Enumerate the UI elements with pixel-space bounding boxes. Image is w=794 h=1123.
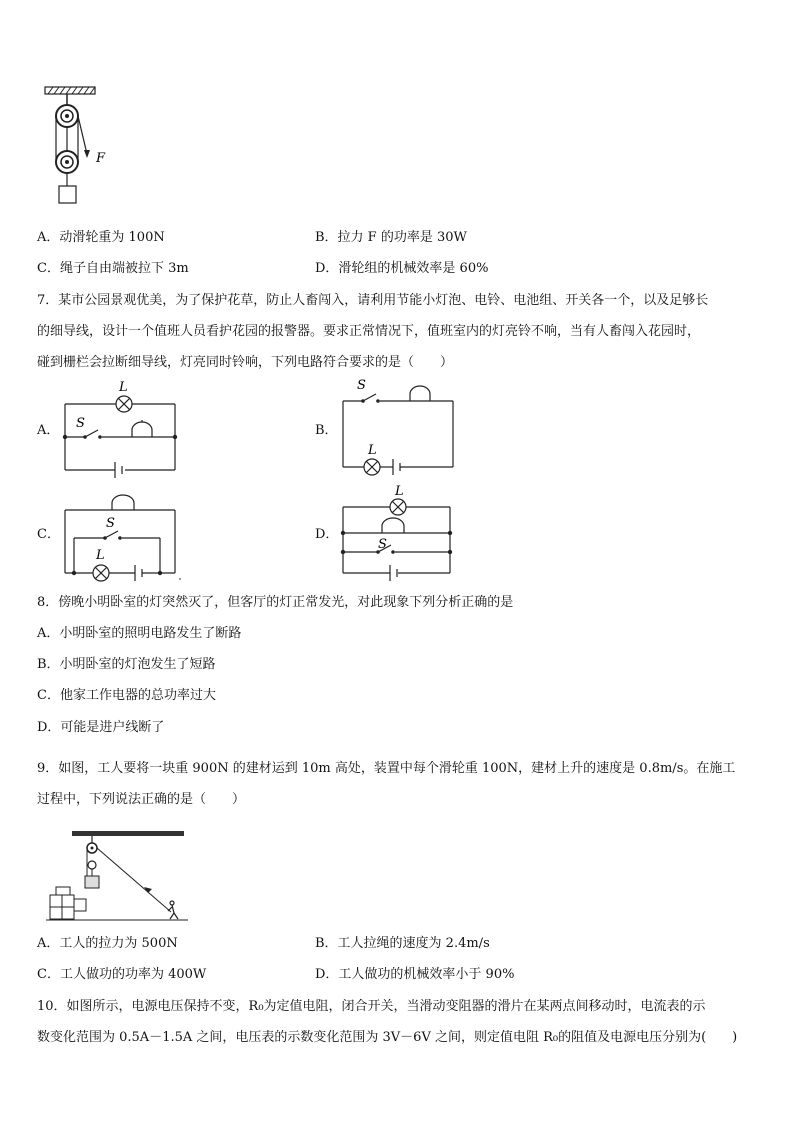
circuit-a-lamp-label: L (119, 380, 128, 395)
q6-option-b[interactable]: B．拉力 F 的功率是 30W (315, 230, 467, 245)
q8-option-c[interactable]: C．他家工作电器的总功率过大 (37, 688, 216, 703)
q6-option-a[interactable]: A．动滑轮重为 100N (37, 230, 165, 245)
q8-stem: 8．傍晚小明卧室的灯突然灭了，但客厅的灯正常发光，对此现象下列分析正确的是 (37, 595, 514, 610)
circuit-c-switch-label: S (106, 516, 115, 531)
q7-stem-line-1: 7．某市公园景观优美，为了保护花草，防止人畜闯入，请利用节能小灯泡、电铃、电池组、开关各一个，以及足够长 (37, 293, 709, 308)
circuit-c (60, 493, 190, 583)
q7-stem-line-3: 碰到栅栏会拉断细导线，灯亮同时铃响，下列电路符合要求的是（ ） (37, 355, 454, 370)
construction-pulley-figure (46, 827, 196, 922)
q9-option-b[interactable]: B．工人拉绳的速度为 2.4m/s (315, 936, 490, 951)
q9-option-a[interactable]: A．工人的拉力为 500N (37, 936, 178, 951)
q7-option-c[interactable]: C． (37, 527, 60, 542)
circuit-d-lamp-label: L (395, 484, 404, 499)
circuit-b (338, 380, 458, 480)
circuit-a (60, 380, 180, 480)
q9-stem-line-2: 过程中，下列说法正确的是（ ） (37, 792, 246, 807)
q9-stem-line-1: 9．如图，工人要将一块重 900N 的建材运到 10m 高处，装置中每个滑轮重 100N，建材上升的速度是 0.8m/s。在施工 (37, 761, 736, 776)
q6-option-c[interactable]: C．绳子自由端被拉下 3m (37, 261, 189, 276)
q8-option-b[interactable]: B．小明卧室的灯泡发生了短路 (37, 657, 216, 672)
circuit-b-lamp-label: L (368, 443, 377, 458)
circuit-d (338, 484, 458, 577)
circuit-d-switch-label: S (378, 537, 387, 552)
q10-stem-line-1: 10．如图所示，电源电压保持不变，R₀为定值电阻，闭合开关，当滑动变阻器的滑片在某两点间移动时，电流表的示 (37, 999, 706, 1014)
q9-option-c[interactable]: C．工人做功的功率为 400W (37, 967, 207, 982)
circuit-c-lamp-label: L (96, 548, 105, 563)
q7-option-d[interactable]: D． (315, 527, 339, 542)
q7-stem-line-2: 的细导线，设计一个值班人员看护花园的报警器。要求正常情况下，值班室内的灯亮铃不响，当有人畜闯入花园时， (37, 324, 701, 339)
q7-option-a[interactable]: A． (37, 423, 60, 438)
q8-option-a[interactable]: A．小明卧室的照明电路发生了断路 (37, 626, 242, 641)
q10-stem-line-2: 数变化范围为 0.5A－1.5A 之间，电压表的示数变化范围为 3V－6V 之间，则定值电阻 R₀的阻值及电源电压分别为( ) (37, 1030, 738, 1045)
q8-option-d[interactable]: D．可能是进户线断了 (37, 720, 165, 735)
circuit-a-switch-label: S (76, 416, 85, 431)
q6-option-d[interactable]: D．滑轮组的机械效率是 60% (315, 261, 489, 276)
circuit-b-switch-label: S (357, 378, 366, 393)
q7-option-b[interactable]: B． (315, 423, 338, 438)
pulley-system-figure (40, 84, 110, 214)
q9-option-d[interactable]: D．工人做功的机械效率小于 90% (315, 967, 515, 982)
force-label: F (96, 151, 106, 166)
